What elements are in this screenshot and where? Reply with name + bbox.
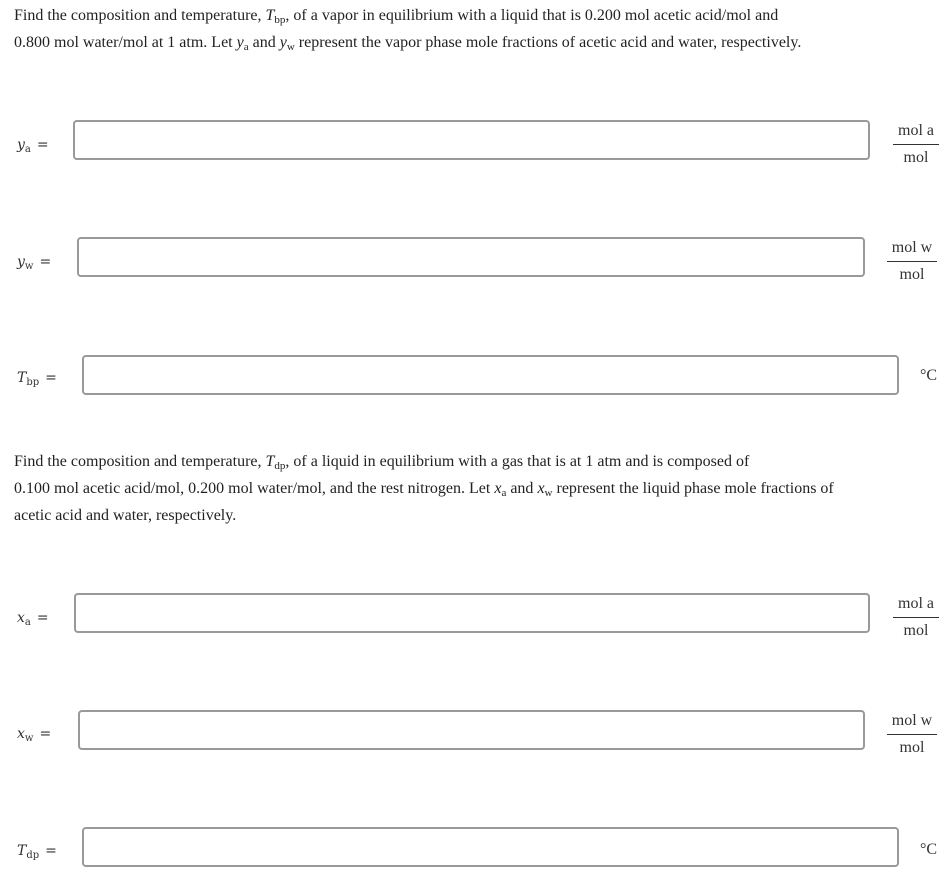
ya-var: y: [17, 137, 25, 153]
unit-denominator: mol: [903, 149, 929, 166]
prompt-text: and: [506, 480, 538, 497]
prompt-text: , of a vapor in equilibrium with a liquid that is 0.200 mol acetic acid/mol and: [285, 7, 779, 24]
prompt-var: y: [279, 34, 287, 51]
prompt-text: Find the composition and temperature,: [14, 453, 266, 470]
unit-numerator: mol a: [893, 595, 939, 618]
prompt-var-sub: a: [501, 487, 507, 499]
yw-input[interactable]: [77, 237, 865, 277]
unit-denominator: mol: [903, 622, 929, 639]
ya-input[interactable]: [73, 120, 870, 160]
xa-unit: [893, 595, 939, 640]
tdp-var: T: [17, 843, 27, 859]
unit-numerator: mol w: [887, 712, 937, 735]
tbp-label: [17, 370, 57, 386]
xw-var: x: [17, 726, 25, 742]
xw-input[interactable]: [78, 710, 865, 750]
ya-sub: a: [24, 144, 31, 155]
tbp-input[interactable]: [82, 355, 899, 395]
tbp-sub: bp: [26, 377, 40, 388]
unit-denominator: mol: [899, 266, 925, 283]
prompt-var: x: [537, 480, 545, 497]
tdp-label: [17, 843, 57, 859]
prompt-text: represent the liquid phase mole fractions of: [552, 480, 834, 497]
unit-numerator: mol w: [887, 239, 937, 262]
prompt-var-sub: a: [243, 41, 249, 53]
yw-label: [17, 254, 51, 270]
xa-label: [17, 610, 49, 626]
equals-sign: =: [39, 726, 52, 742]
question1-prompt: [14, 2, 801, 56]
prompt-text: represent the vapor phase mole fractions of acetic acid and water, respectively.: [294, 34, 802, 51]
prompt-var: y: [236, 34, 244, 51]
prompt-text: Find the composition and temperature,: [14, 7, 266, 24]
ya-unit: [893, 122, 939, 167]
xa-input[interactable]: [74, 593, 870, 633]
unit-numerator: mol a: [893, 122, 939, 145]
tdp-unit: °C: [920, 841, 938, 858]
xa-var: x: [17, 610, 25, 626]
ya-label: [17, 137, 49, 153]
prompt-text: 0.100 mol acetic acid/mol, 0.200 mol water/mol, and the rest nitrogen. Let: [14, 480, 495, 497]
tbp-unit: °C: [920, 367, 938, 384]
question2-prompt: [14, 448, 834, 529]
xw-unit: [887, 712, 937, 757]
unit-denominator: mol: [899, 739, 925, 756]
prompt-text: 0.800 mol water/mol at 1 atm. Let: [14, 34, 237, 51]
prompt-var-sub: w: [286, 41, 295, 53]
prompt-text: , of a liquid in equilibrium with a gas that is at 1 atm and is composed of: [285, 453, 750, 470]
xw-label: [17, 726, 51, 742]
yw-sub: w: [24, 261, 34, 272]
prompt-text: and: [248, 34, 280, 51]
equals-sign: =: [36, 610, 49, 626]
yw-var: y: [17, 254, 25, 270]
equals-sign: =: [36, 137, 49, 153]
prompt-var: T: [265, 7, 275, 24]
prompt-var: x: [494, 480, 502, 497]
prompt-var: T: [265, 453, 275, 470]
xw-sub: w: [24, 733, 34, 744]
prompt-var-sub: dp: [274, 460, 286, 472]
prompt-var-sub: bp: [274, 14, 286, 26]
equals-sign: =: [45, 370, 57, 386]
equals-sign: =: [39, 254, 52, 270]
equals-sign: =: [45, 843, 57, 859]
prompt-var-sub: w: [544, 487, 553, 499]
prompt-text: acetic acid and water, respectively.: [14, 507, 237, 524]
tbp-var: T: [17, 370, 27, 386]
tdp-input[interactable]: [82, 827, 899, 867]
tdp-sub: dp: [26, 850, 40, 861]
xa-sub: a: [24, 617, 31, 628]
yw-unit: [887, 239, 937, 284]
